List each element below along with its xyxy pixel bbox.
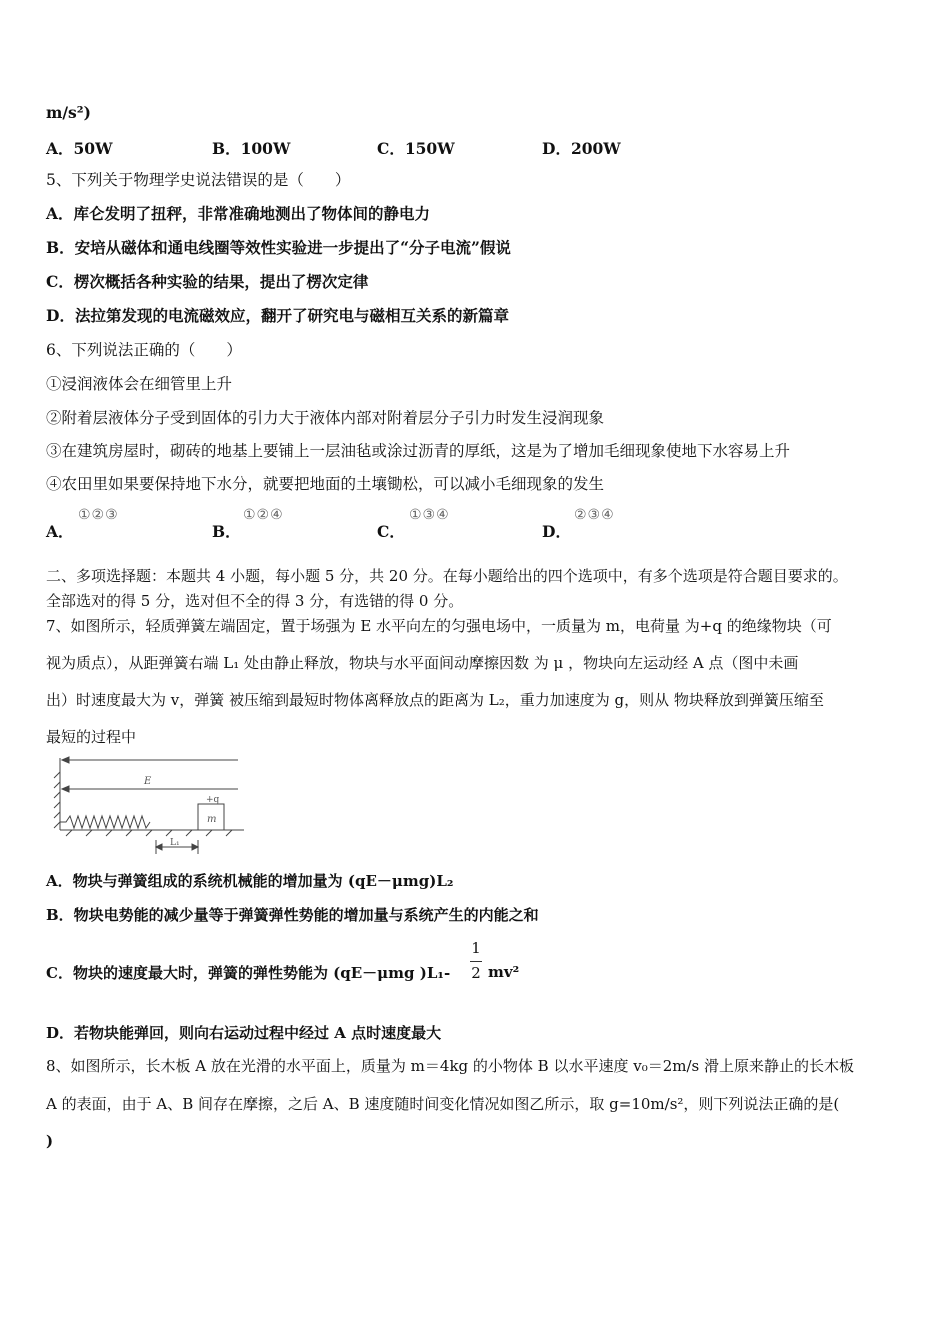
q7-option-a: A．物块与弹簧组成的系统机械能的增加量为 (qE－μmg)L₂ — [46, 872, 454, 890]
q7-option-b: B．物块电势能的减少量等于弹簧弹性势能的增加量与系统产生的内能之和 — [46, 906, 539, 924]
q7-stem-line2: 视为质点），从距弹簧右端 L₁ 处由静止释放，物块与水平面间动摩擦因数 为 μ ，物块向左运动经 A 点（图中未画 — [46, 654, 799, 672]
q5-option-b: B．安培从磁体和通电线圈等效性实验进一步提出了“分子电流”假说 — [46, 238, 511, 257]
q4-option-a: A．50W — [46, 139, 113, 158]
q5-option-d: D．法拉第发现的电流磁效应，翻开了研究电与磁相互关系的新篇章 — [46, 306, 509, 325]
length-label: L₁ — [170, 838, 180, 848]
spring — [60, 816, 150, 828]
q8-stem-line1: 8、如图所示，长木板 A 放在光滑的水平面上，质量为 m＝4kg 的小物体 B 以水平速度 v₀＝2m/s 滑上原来静止的长木板 — [46, 1057, 855, 1075]
q6-option-a-letter: A． — [46, 522, 74, 541]
q7-option-d: D．若物块能弹回，则向右运动过程中经过 A 点时速度最大 — [46, 1024, 442, 1042]
q6-option-c-letter: C． — [377, 522, 405, 541]
q6-option-a-value: ①②③ — [78, 507, 119, 523]
q4-option-d: D．200W — [542, 139, 621, 158]
q6-option-b-value: ①②④ — [243, 507, 284, 523]
q5-option-c: C．楞次概括各种实验的结果，提出了楞次定律 — [46, 272, 369, 291]
section2-heading-line2: 全部选对的得 5 分，选对但不全的得 3 分，有选错的得 0 分。 — [46, 592, 464, 610]
q5-stem: 5、下列关于物理学史说法错误的是（ ） — [46, 171, 351, 189]
field-arrow-head — [62, 757, 69, 763]
fraction-denominator: 2 — [471, 964, 481, 982]
spring-block-figure — [52, 752, 252, 858]
mass-label: m — [207, 814, 217, 825]
q6-stem: 6、下列说法正确的（ ） — [46, 341, 242, 359]
q6-option-d-letter: D． — [542, 522, 571, 541]
q6-statement-2: ②附着层液体分子受到固体的引力大于液体内部对附着层分子引力时发生浸润现象 — [46, 409, 605, 427]
q7-stem-line4: 最短的过程中 — [46, 728, 137, 746]
q7-stem-line1: 7、如图所示，轻质弹簧左端固定，置于场强为 E 水平向左的匀强电场中，一质量为 m，电荷量 为+q 的绝缘物块（可 — [46, 617, 832, 635]
q6-statement-4: ④农田里如果要保持地下水分，就要把地面的土壤锄松，可以减小毛细现象的发生 — [46, 475, 605, 493]
q7-option-c-tail: mv² — [488, 963, 520, 981]
charge-label: +q — [206, 795, 220, 805]
q6-statement-1: ①浸润液体会在细管里上升 — [46, 375, 233, 393]
q5-option-a: A．库仑发明了扭秤，非常准确地测出了物体间的静电力 — [46, 204, 431, 223]
q8-stem-line3: ) — [46, 1132, 54, 1150]
ground-hatching — [66, 830, 232, 836]
q6-option-b-letter: B． — [212, 522, 241, 541]
q6-option-d-value: ②③④ — [574, 507, 615, 523]
section2-heading-line1: 二、多项选择题：本题共 4 小题，每小题 5 分，共 20 分。在每小题给出的四个选项中，有多个选项是符合题目要求的。 — [46, 567, 848, 585]
q4-option-b: B．100W — [212, 139, 291, 158]
q6-statement-3: ③在建筑房屋时，砌砖的地基上要铺上一层油毡或涂过沥青的厚纸，这是为了增加毛细现象使地下水容易上升 — [46, 442, 791, 460]
q4-option-c: C．150W — [377, 139, 455, 158]
fraction-numerator: 1 — [471, 939, 481, 957]
field-label: E — [144, 776, 152, 787]
q7-option-c: C．物块的速度最大时，弹簧的弹性势能为 (qE－μmg )L₁- — [46, 964, 451, 982]
fraction-bar — [470, 961, 482, 962]
q7-stem-line3: 出）时速度最大为 v，弹簧 被压缩到最短时物体离释放点的距离为 L₂，重力加速度为 g，则从 物块释放到弹簧压缩至 — [46, 691, 824, 709]
q8-stem-line2: A 的表面，由于 A、B 间存在摩擦，之后 A、B 速度随时间变化情况如图乙所示，取 g=10m/s²，则下列说法正确的是( — [46, 1095, 840, 1113]
q6-option-c-value: ①③④ — [409, 507, 450, 523]
wall-hatching — [54, 772, 60, 828]
q4-tail: m/s²) — [46, 103, 91, 122]
